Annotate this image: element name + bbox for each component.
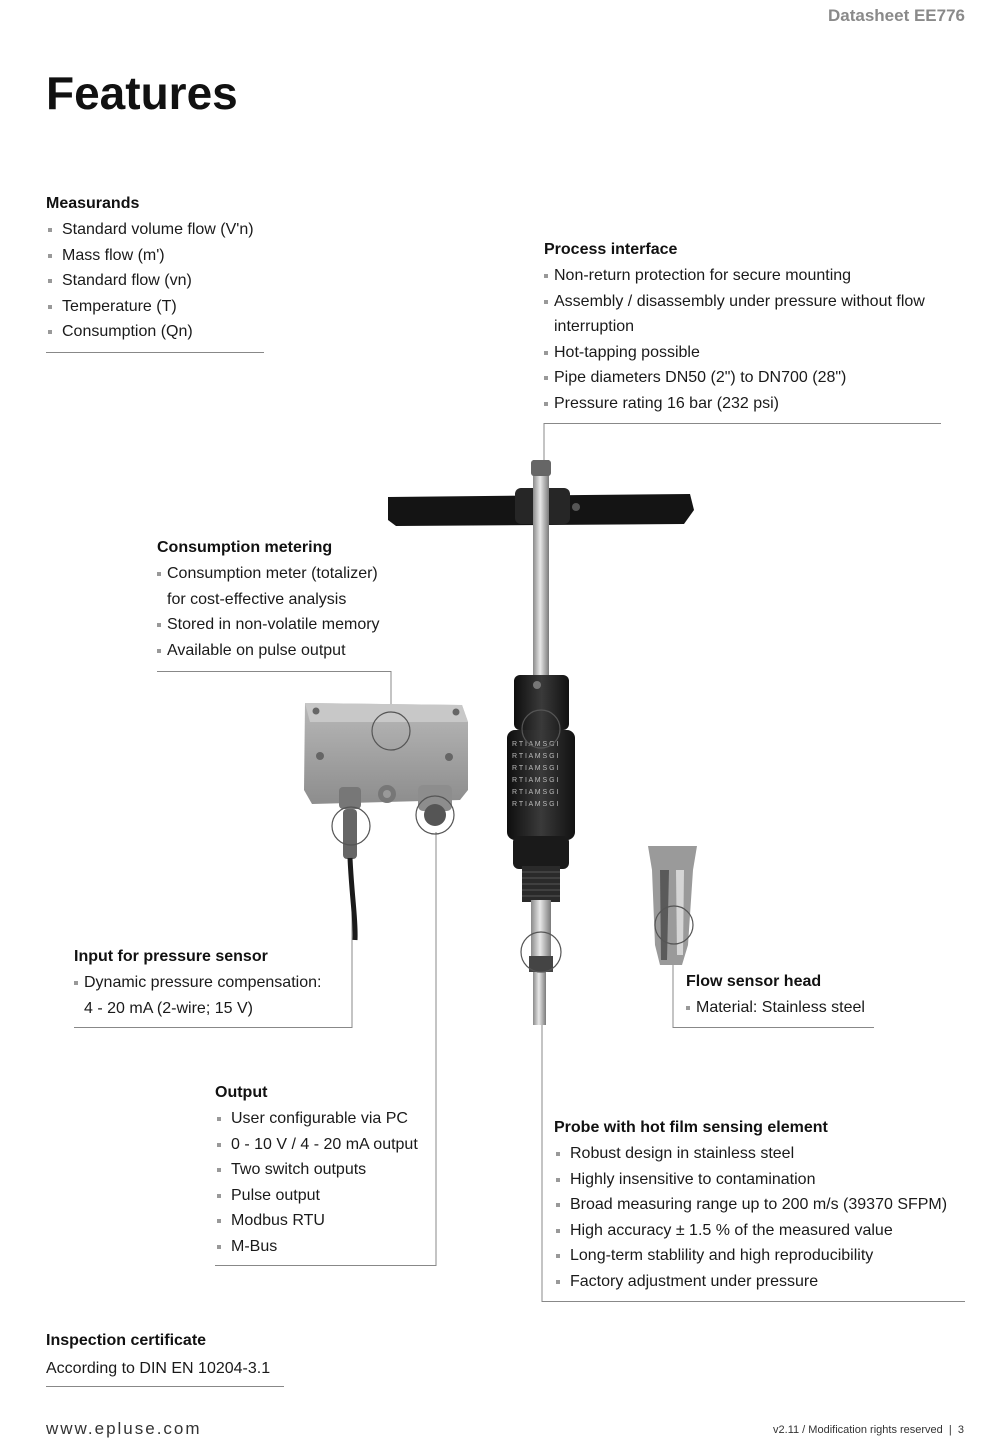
list-item: Stored in non-volatile memory (157, 612, 380, 638)
list-item-continuation: for cost-effective analysis (167, 590, 347, 608)
upper-collar (514, 675, 569, 730)
consumption-metering-section (157, 539, 380, 663)
output-section (215, 1084, 418, 1259)
list-item: Standard volume flow (V'n) (46, 217, 254, 243)
measurands-section (46, 195, 254, 345)
inspection-heading: Inspection certificate (46, 1332, 207, 1349)
list-item: Modbus RTU (215, 1208, 418, 1234)
list-item: Hot-tapping possible (544, 340, 925, 366)
list-item: Broad measuring range up to 200 m/s (39370 SFPM) (554, 1192, 947, 1218)
list-item: Two switch outputs (215, 1157, 418, 1183)
list-item: Consumption meter (totalizer) (157, 561, 380, 587)
flow-sensor-head-section (686, 973, 865, 1021)
svg-text:R T I A M S G I: R T I A M S G I (512, 765, 559, 772)
list-item: Standard flow (vn) (46, 268, 254, 294)
list-item: Factory adjustment under pressure (554, 1269, 947, 1295)
version-note: v2.11 / Modification rights reserved | 3 (773, 1424, 964, 1436)
list-item: Consumption (Qn) (46, 319, 254, 345)
transmitter-housing (304, 703, 468, 940)
consumption-metering-heading: Consumption metering (157, 539, 333, 556)
process-interface-section (544, 241, 925, 416)
list-item: Assembly / disassembly under pressure without flow (544, 289, 925, 315)
flow-sensor-head-heading: Flow sensor head (686, 973, 822, 990)
list-item: 0 - 10 V / 4 - 20 mA output (215, 1132, 418, 1158)
list-item: Pressure rating 16 bar (232 psi) (544, 391, 925, 417)
probe-heading: Probe with hot film sensing element (554, 1119, 828, 1136)
list-item: User configurable via PC (215, 1106, 418, 1132)
list-item: High accuracy ± 1.5 % of the measured value (554, 1218, 947, 1244)
list-item: Pipe diameters DN50 (2") to DN700 (28") (544, 365, 925, 391)
list-item: Temperature (T) (46, 294, 254, 320)
list-item-continuation: 4 - 20 mA (2-wire; 15 V) (84, 999, 253, 1017)
list-item: Highly insensitive to contamination (554, 1167, 947, 1193)
probe-section (554, 1119, 947, 1294)
list-item: Robust design in stainless steel (554, 1141, 947, 1167)
svg-text:R T I A M S G I: R T I A M S G I (512, 753, 559, 760)
list-item: Available on pulse output (157, 638, 380, 664)
list-item: Long-term stablility and high reproducibility (554, 1243, 947, 1269)
document-title-header: Datasheet EE776 (827, 6, 965, 25)
svg-text:R T I A M S G I: R T I A M S G I (512, 801, 559, 808)
process-interface-heading: Process interface (544, 241, 678, 258)
pressure-input-section (74, 948, 321, 1021)
inspection-section (46, 1332, 270, 1378)
svg-text:R T I A M S G I: R T I A M S G I (512, 741, 559, 748)
hex-nut (513, 836, 569, 869)
list-item: M-Bus (215, 1234, 418, 1260)
list-item: Pulse output (215, 1183, 418, 1209)
output-heading: Output (215, 1084, 268, 1101)
list-item: Dynamic pressure compensation: (74, 970, 321, 996)
measurands-heading: Measurands (46, 195, 140, 212)
list-item: Material: Stainless steel (686, 995, 865, 1021)
inspection-text: According to DIN EN 10204-3.1 (46, 1360, 271, 1377)
probe-rod (533, 460, 549, 680)
list-item-continuation: interruption (554, 318, 635, 335)
sensor-head-detail (648, 846, 697, 965)
svg-text:R T I A M S G I: R T I A M S G I (512, 789, 559, 796)
page-title: Features (46, 67, 238, 119)
pressure-input-heading: Input for pressure sensor (74, 948, 268, 965)
svg-text:R T I A M S G I: R T I A M S G I (512, 777, 559, 784)
list-item: Mass flow (m') (46, 243, 254, 269)
website-link[interactable]: www.epluse.com (46, 1419, 202, 1438)
list-item: Non-return protection for secure mounting (544, 263, 925, 289)
